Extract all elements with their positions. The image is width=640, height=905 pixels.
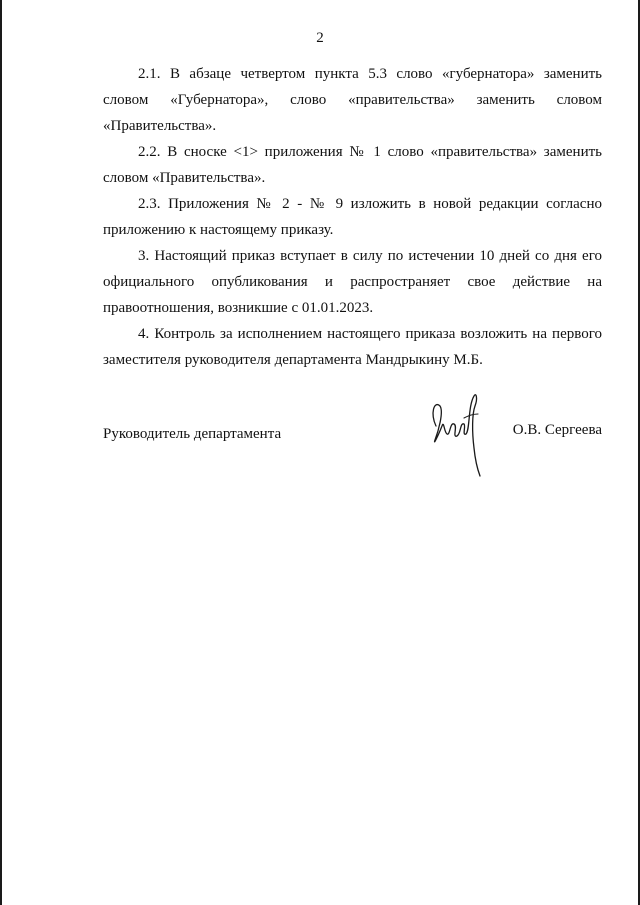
paragraph-2-1: 2.1. В абзаце четвертом пункта 5.3 слово «губернатора» заменить словом «Губернатора», слово «правительства» заменить словом «Правительства».: [103, 66, 602, 134]
scan-edge-left: [0, 0, 2, 905]
paragraph-4: 4. Контроль за исполнением настоящего приказа возложить на первого заместителя руководителя департамента Мандрыкину М.Б.: [103, 326, 602, 368]
paragraph-2-2: 2.2. В сноске <1> приложения № 1 слово «правительства» заменить словом «Правительства».: [103, 144, 602, 186]
signer-title: Руководитель департамента: [103, 426, 282, 442]
paragraph-2-3: 2.3. Приложения № 2 - № 9 изложить в новой редакции согласно приложению к настоящему приказу.: [103, 196, 602, 238]
page-number: 2: [316, 30, 324, 46]
paragraph-3: 3. Настоящий приказ вступает в силу по истечении 10 дней со дня его официального опубликования и распространяет свое действие на правоотношения, возникшие с 01.01.2023.: [103, 248, 602, 316]
handwritten-signature-icon: [428, 392, 488, 478]
signer-name: О.В. Сергеева: [512, 422, 602, 438]
signature-block: [103, 422, 602, 482]
